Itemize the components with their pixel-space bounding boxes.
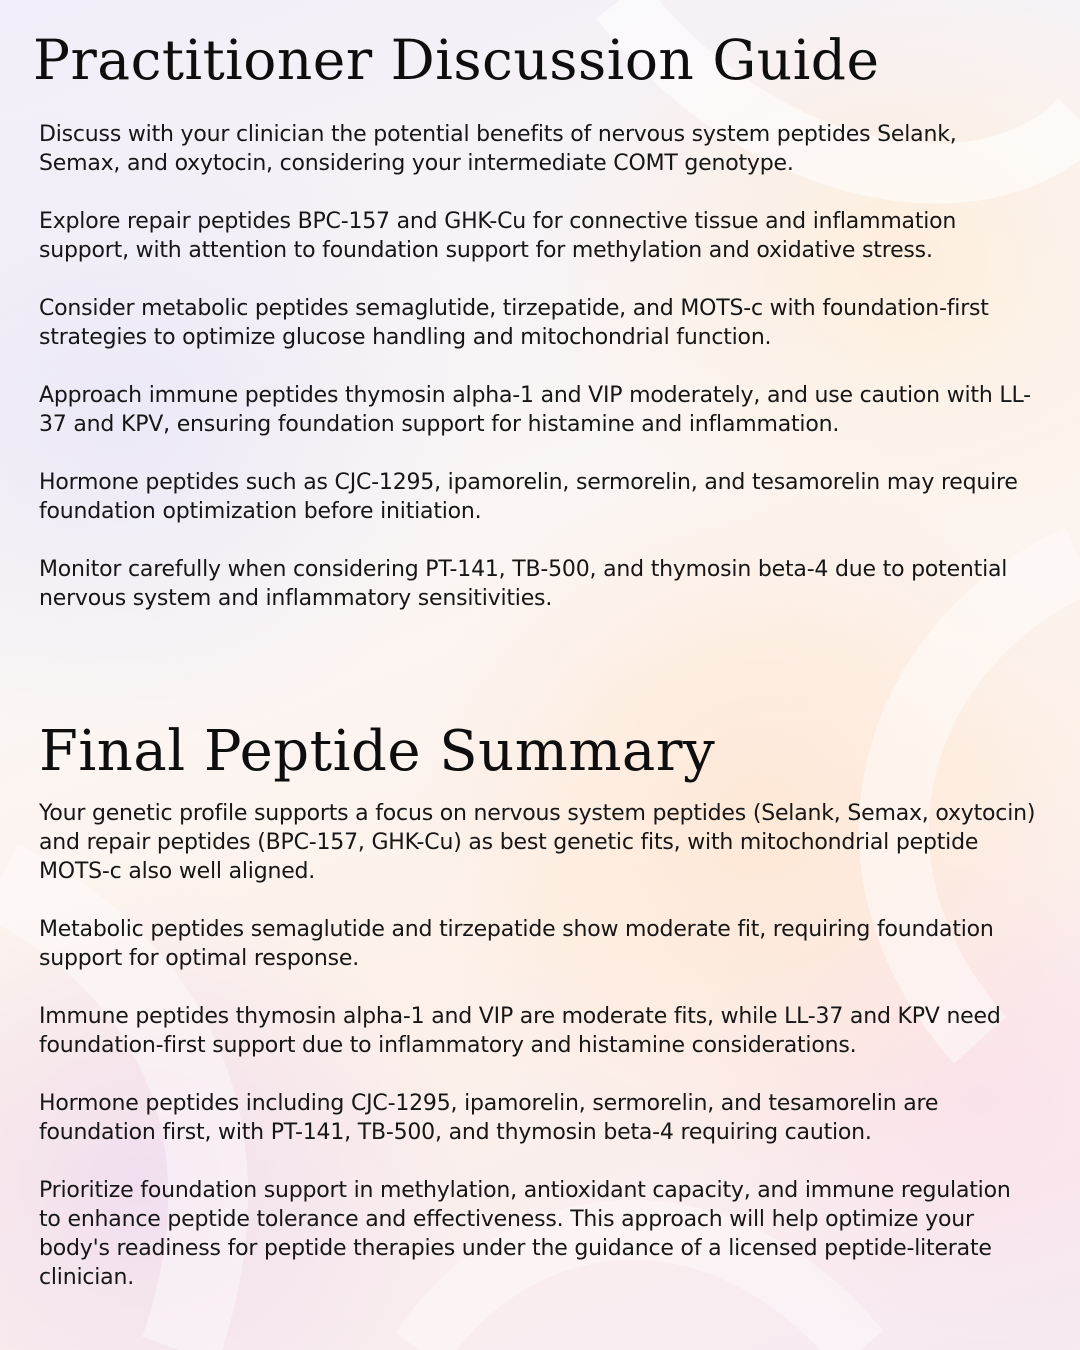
section-title-practitioner-guide: Practitioner Discussion Guide: [33, 28, 880, 92]
guide-paragraph: Consider metabolic peptides semaglutide, tirzepatide, and MOTS-c with foundation-first strategies to optimize glucose handling and mitochondrial function.: [39, 296, 989, 350]
final-summary-body: [39, 799, 1039, 1321]
summary-paragraph: Hormone peptides including CJC-1295, ipamorelin, sermorelin, and tesamorelin are foundation first, with PT-141, TB-500, and thymosin beta-4 requiring caution.: [39, 1091, 939, 1145]
guide-paragraph: Hormone peptides such as CJC-1295, ipamorelin, sermorelin, and tesamorelin may require foundation optimization before initiation.: [39, 470, 1018, 524]
summary-paragraph: Your genetic profile supports a focus on nervous system peptides (Selank, Semax, oxytocin) and repair peptides (BPC-157, GHK-Cu) as best genetic fits, with mitochondrial peptide MOTS-c also well aligned.: [39, 801, 1036, 884]
practitioner-guide-body: [39, 120, 1039, 642]
guide-paragraph: Monitor carefully when considering PT-141, TB-500, and thymosin beta-4 due to potential nervous system and inflammatory sensitivities.: [39, 557, 1008, 611]
summary-paragraph: Metabolic peptides semaglutide and tirzepatide show moderate fit, requiring foundation support for optimal response.: [39, 917, 994, 971]
summary-paragraph: Immune peptides thymosin alpha-1 and VIP are moderate fits, while LL-37 and KPV need foundation-first support due to inflammatory and histamine considerations.: [39, 1004, 1001, 1058]
guide-paragraph: Explore repair peptides BPC-157 and GHK-Cu for connective tissue and inflammation support, with attention to foundation support for methylation and oxidative stress.: [39, 209, 957, 263]
section-title-final-summary: Final Peptide Summary: [39, 719, 716, 784]
guide-paragraph: Approach immune peptides thymosin alpha-1 and VIP moderately, and use caution with LL-37 and KPV, ensuring foundation support for histamine and inflammation.: [39, 383, 1031, 437]
guide-paragraph: Discuss with your clinician the potential benefits of nervous system peptides Selank, Semax, and oxytocin, considering your intermediate COMT genotype.: [39, 122, 957, 176]
summary-paragraph: Prioritize foundation support in methylation, antioxidant capacity, and immune regulation to enhance peptide tolerance and effectiveness. This approach will help optimize your body's readiness for peptide therapies under the guidance of a licensed peptide-literate clinician.: [39, 1178, 1011, 1290]
